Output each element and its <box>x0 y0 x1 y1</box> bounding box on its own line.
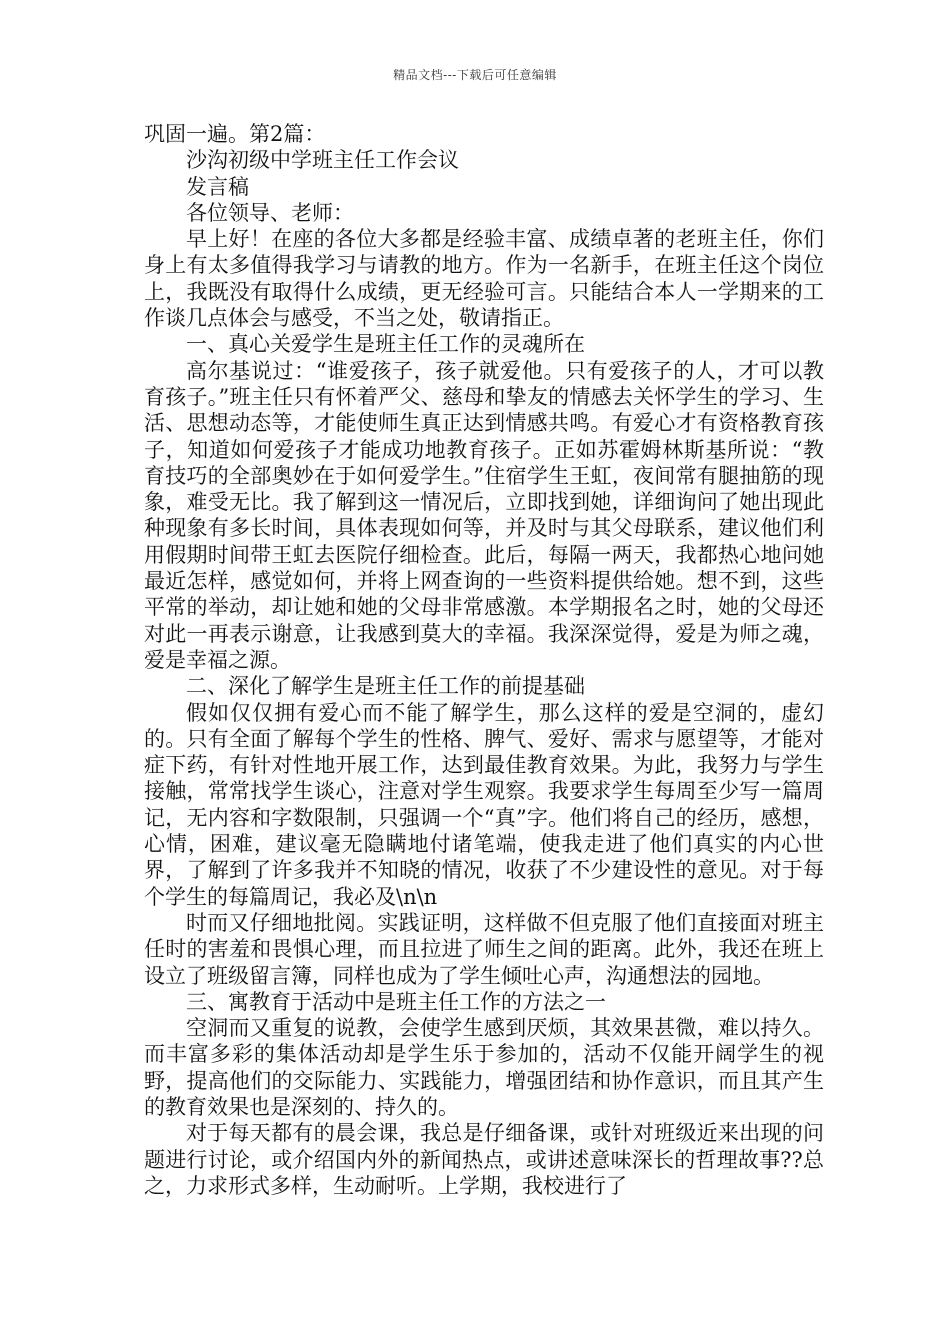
section-heading: 三、寓教育于活动中是班主任工作的方法之一 <box>186 989 606 1014</box>
paragraph: 高尔基说过：“谁爱孩子，孩子就爱他。只有爱孩子的人，才可以教育孩子。”班主任只有怀着严父、慈母和挚友的情感去关怀学生的学习、生活、思想动态等，才能使师生真正达到情感共鸣。有爱心才有资格教育孩子，知道如何爱孩子才能成功地教育孩子。正如苏霍姆林斯基所说：“教育技巧的全部奥妙在于如何爱学生。”住宿学生王虹，夜间常有腿抽筋的现象，难受无比。我了解到这一情况后，立即找到她，详细询问了她出现此种现象有多长时间，具体表现如何等，并及时与其父母联系，建议他们利用假期时间带王虹去医院仔细检查。此后，每隔一两天，我都热心地问她最近怎样，感觉如何，并将上网查询的一些资料提供给她。想不到，这些平常的举动，却让她和她的父母非常感激。本学期报名之时，她的父母还对此一再表示谢意，让我感到莫大的幸福。我深深觉得，爱是为师之魂，爱是幸福之源。 <box>144 358 824 672</box>
page-header: 精品文档---下载后可任意编辑 <box>393 68 557 82</box>
document-body <box>144 121 824 1199</box>
document-title: 沙沟初级中学班主任工作会议 <box>186 148 459 173</box>
paragraph: 巩固一遍。第2篇： <box>144 122 326 146</box>
document-subtitle: 发言稿 <box>186 174 249 199</box>
paragraph: 假如仅仅拥有爱心而不能了解学生，那么这样的爱是空洞的，虚幻的。只有全面了解每个学生的性格、脾气、爱好、需求与愿望等，才能对症下药，有针对性地开展工作，达到最佳教育效果。为此，我努力与学生接触，常常找学生谈心，注意对学生观察。我要求学生每周至少写一篇周记，无内容和字数限制，只强调一个“真”字。他们将自己的经历，感想，心情，困难，建议毫无隐瞒地付诸笔端，使我走进了他们真实的内心世界，了解到了许多我并不知晓的情况，收获了不少建设性的意见。对于每个学生的每篇周记，我必及\n\n <box>144 700 824 909</box>
salutation: 各位领导、老师： <box>186 200 354 225</box>
paragraph: 时而又仔细地批阅。实践证明，这样做不但克服了他们直接面对班主任时的害羞和畏惧心理，而且拉进了师生之间的距离。此外，我还在班上设立了班级留言簿，同样也成为了学生倾吐心声，沟通想法的园地。 <box>144 910 824 988</box>
paragraph: 空洞而又重复的说教，会使学生感到厌烦，其效果甚微，难以持久。而丰富多彩的集体活动却是学生乐于参加的，活动不仅能开阔学生的视野，提高他们的交际能力、实践能力，增强团结和协作意识，而且其产生的教育效果也是深刻的、持久的。 <box>144 1016 824 1119</box>
paragraph: 早上好！在座的各位大多都是经验丰富、成绩卓著的老班主任，你们身上有太多值得我学习与请教的地方。作为一名新手，在班主任这个岗位上，我既没有取得什么成绩，更无经验可言。只能结合本人一学期来的工作谈几点体会与感受，不当之处，敬请指正。 <box>144 227 824 331</box>
section-heading: 二、深化了解学生是班主任工作的前提基础 <box>186 674 585 699</box>
section-heading: 一、真心关爱学生是班主任工作的灵魂所在 <box>186 332 585 357</box>
paragraph: 对于每天都有的晨会课，我总是仔细备课，或针对班级近来出现的问题进行讨论，或介绍国内外的新闻热点，或讲述意味深长的哲理故事??总之，力求形式多样，生动耐听。上学期，我校进行了 <box>144 1121 824 1198</box>
